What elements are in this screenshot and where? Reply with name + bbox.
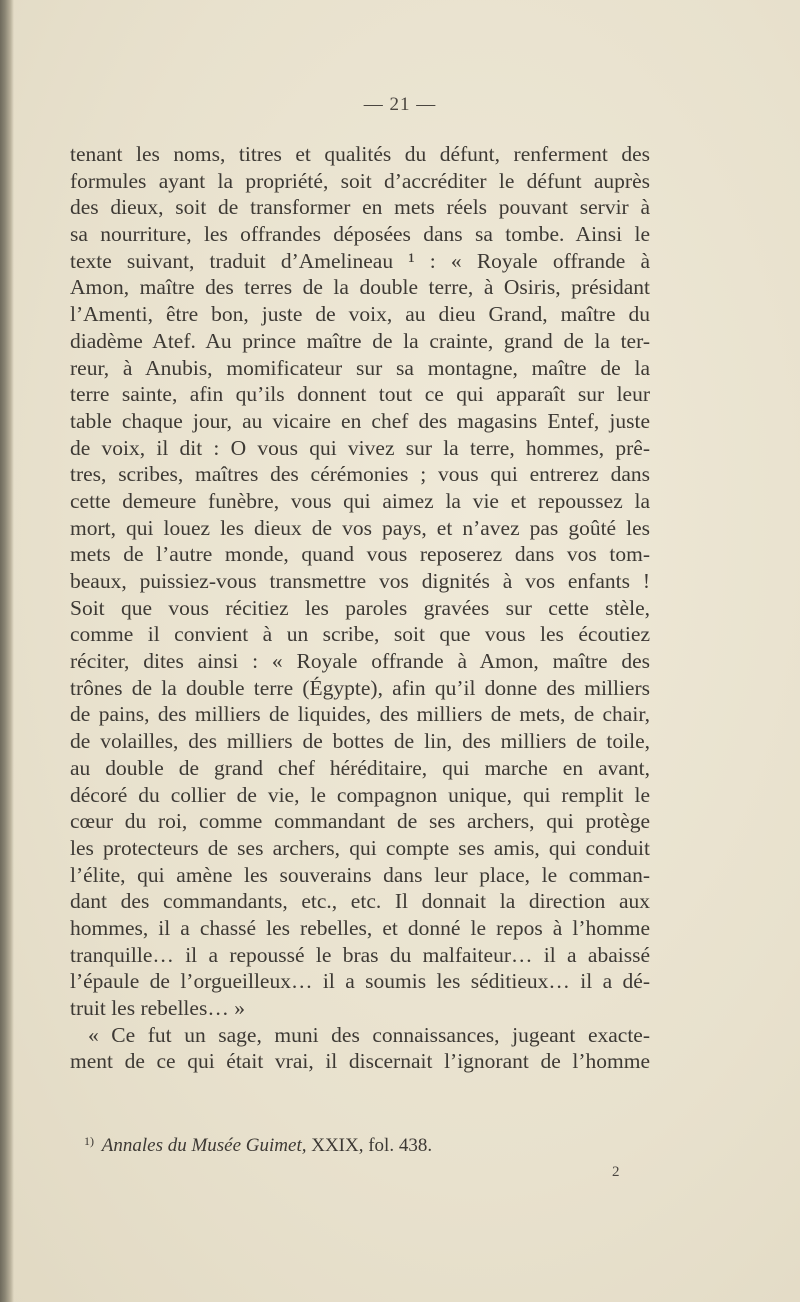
text-line: au double de grand chef héréditaire, qui marche en avant, (70, 755, 650, 780)
text-line: formules ayant la propriété, soit d’accréditer le défunt auprès (70, 168, 650, 193)
text-line: réciter, dites ainsi : « Royale offrande à Amon, maître des (70, 649, 650, 674)
footnote (84, 1134, 432, 1157)
text-line: Amon, maître des terres de la double terre, à Osiris, présidant (70, 275, 650, 300)
text-line: truit les rebelles… » (70, 996, 245, 1020)
text-line: mort, qui louez les dieux de vos pays, et n’avez pas goûté les (70, 515, 650, 540)
footnote-source: Annales du Musée Guimet, (101, 1135, 307, 1156)
text-line: de volailles, des milliers de bottes de lin, des milliers de toile, (70, 729, 650, 754)
text-line: texte suivant, traduit d’Amelineau ¹ : « Royale offrande à (70, 248, 650, 273)
footnote-reference: XXIX, fol. 438. (311, 1135, 433, 1156)
text-line: trônes de la double terre (Égypte), afin qu’il donne des milliers (70, 675, 650, 700)
text-line: tenant les noms, titres et qualités du défunt, renferment des (70, 142, 650, 166)
text-line: beaux, puissiez-vous transmettre vos dignités à vos enfants ! (70, 569, 650, 593)
text-line: de voix, il dit : O vous qui vivez sur la terre, hommes, prê- (70, 435, 650, 460)
signature-mark: 2 (612, 1164, 620, 1180)
text-line: l’élite, qui amène les souverains dans leur place, le comman- (70, 862, 650, 887)
text-line: l’Amenti, être bon, juste de voix, au dieu Grand, maître du (70, 302, 650, 327)
text-line: « Ce fut un sage, muni des connaissances, jugeant exacte- (88, 1022, 650, 1047)
text-line: de pains, des milliers de liquides, des milliers de mets, de chair, (70, 702, 650, 727)
text-line: hommes, il a chassé les rebelles, et donné le repos à l’homme (70, 915, 650, 940)
text-line: tres, scribes, maîtres des cérémonies ; vous qui entrerez dans (70, 462, 650, 487)
text-line: sa nourriture, les offrandes déposées dans sa tombe. Ainsi le (70, 222, 650, 247)
text-line: table chaque jour, au vicaire en chef des magasins Entef, juste (70, 408, 650, 433)
text-line: comme il convient à un scribe, soit que vous les écoutiez (70, 622, 650, 647)
footnote-mark: 1) (84, 1134, 94, 1148)
text-line: reur, à Anubis, momificateur sur sa montagne, maître de la (70, 355, 650, 380)
text-line: terre sainte, afin qu’ils donnent tout ce qui apparaît sur leur (70, 382, 650, 407)
text-line: cœur du roi, comme commandant de ses archers, qui protège (70, 809, 650, 834)
text-line: décoré du collier de vie, le compagnon unique, qui remplit le (70, 782, 650, 807)
body-text (70, 141, 650, 1075)
text-line: dant des commandants, etc., etc. Il donnait la direction aux (70, 889, 650, 914)
text-line: l’épaule de l’orgueilleux… il a soumis les séditieux… il a dé- (70, 969, 650, 994)
text-line: diadème Atef. Au prince maître de la crainte, grand de la ter- (70, 328, 650, 353)
text-line: tranquille… il a repoussé le bras du malfaiteur… il a abaissé (70, 942, 650, 967)
page-number: — 21 — (363, 94, 437, 115)
text-line: mets de l’autre monde, quand vous reposerez dans vos tom- (70, 542, 650, 567)
text-line: les protecteurs de ses archers, qui compte ses amis, qui conduit (70, 835, 650, 860)
text-line: cette demeure funèbre, vous qui aimez la vie et repoussez la (70, 488, 650, 513)
text-line: ment de ce qui était vrai, il discernait l’ignorant de l’homme (70, 1049, 650, 1074)
text-line: des dieux, soit de transformer en mets réels pouvant servir à (70, 195, 650, 220)
book-binding-edge (0, 0, 14, 1302)
text-line: Soit que vous récitiez les paroles gravées sur cette stèle, (70, 595, 650, 620)
